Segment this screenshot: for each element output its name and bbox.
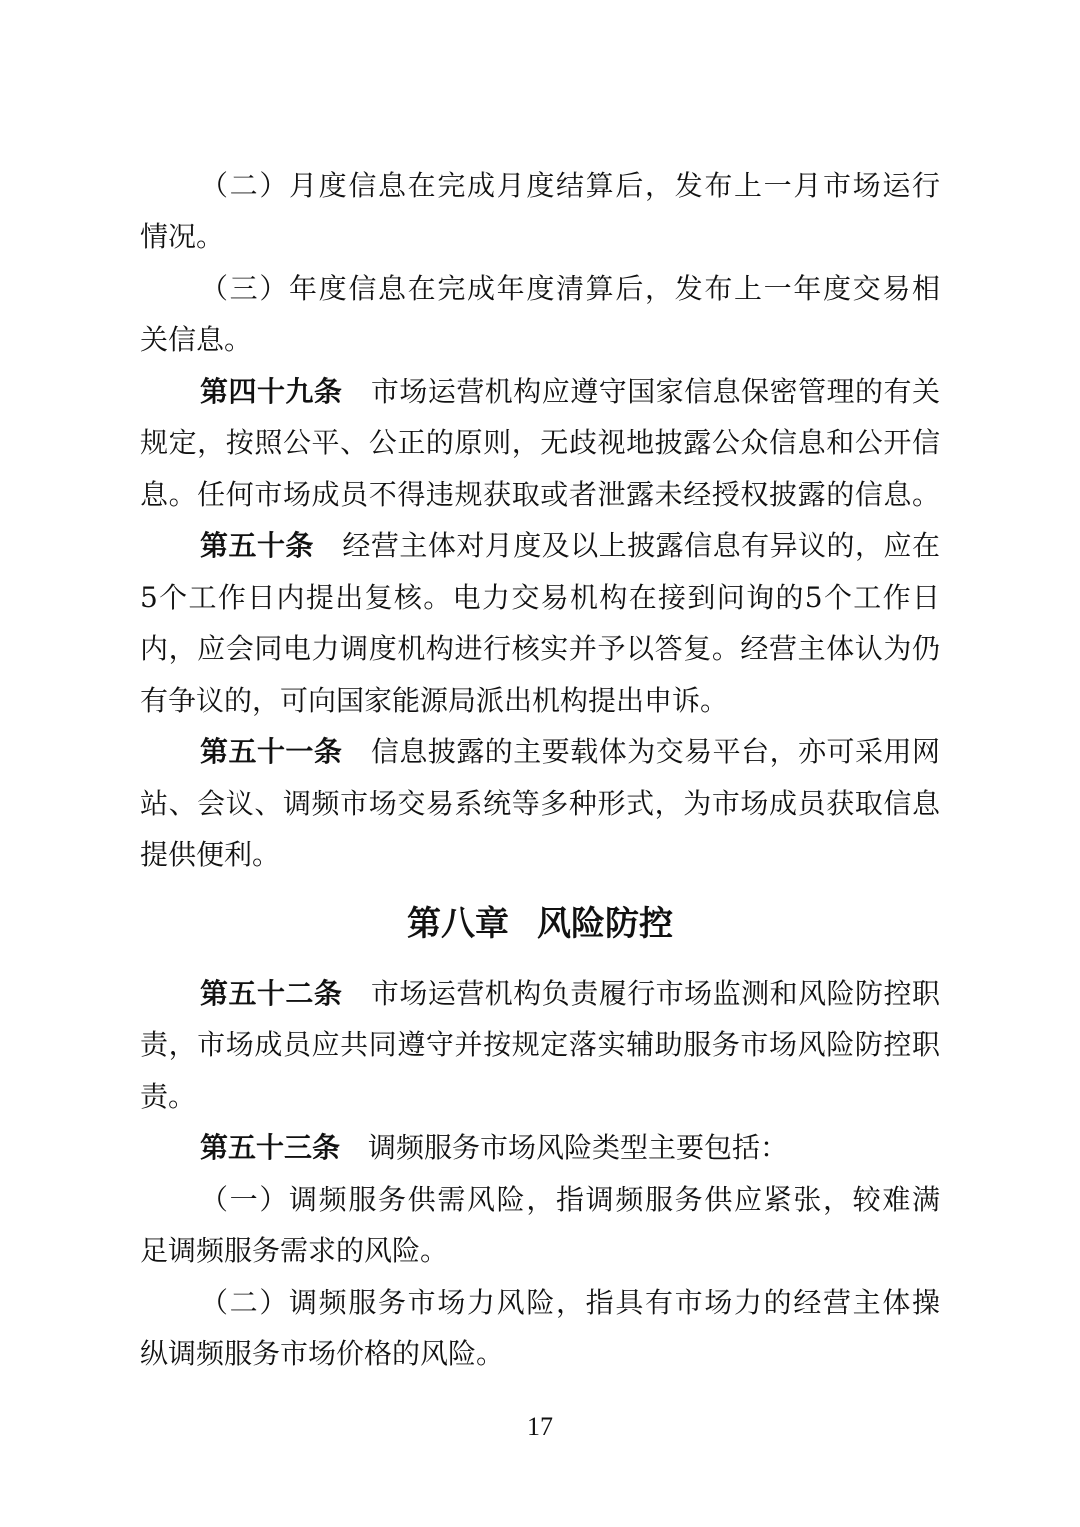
paragraph-line: 有争议的，可向国家能源局派出机构提出申诉。 bbox=[140, 684, 729, 717]
paragraph-line: （二）月度信息在完成月度结算后，发布上一月市场运行 bbox=[200, 169, 940, 202]
chapter-heading bbox=[0, 902, 1080, 946]
paragraph-line: 关信息。 bbox=[140, 323, 253, 356]
article-number: 第五十条 bbox=[200, 529, 314, 562]
paragraph-line: 内，应会同电力调度机构进行核实并予以答复。经营主体认为仍 bbox=[140, 632, 940, 665]
paragraph-line: 足调频服务需求的风险。 bbox=[140, 1234, 449, 1267]
paragraph-line: 站、会议、调频市场交易系统等多种形式，为市场成员获取信息 bbox=[140, 787, 940, 820]
paragraph-line: 纵调频服务市场价格的风险。 bbox=[140, 1337, 505, 1370]
chapter-title: 风险防控 bbox=[537, 904, 673, 944]
paragraph-line: （三）年度信息在完成年度清算后，发布上一年度交易相 bbox=[200, 272, 940, 305]
paragraph-line: （一）调频服务供需风险，指调频服务供应紧张，较难满 bbox=[200, 1183, 940, 1216]
paragraph-line: 提供便利。 bbox=[140, 838, 281, 871]
article-number: 第五十二条 bbox=[200, 977, 343, 1010]
article-number: 第五十三条 bbox=[200, 1131, 341, 1164]
paragraph-line: （二）调频服务市场力风险，指具有市场力的经营主体操 bbox=[200, 1286, 940, 1319]
article-number: 第四十九条 bbox=[200, 375, 343, 408]
chapter-number: 第八章 bbox=[407, 904, 509, 944]
paragraph-line: 规定，按照公平、公正的原则，无歧视地披露公众信息和公开信 bbox=[140, 426, 940, 459]
article-51-line: 第五十一条 信息披露的主要载体为交易平台，亦可采用网 bbox=[200, 735, 940, 768]
article-49-line: 第四十九条 市场运营机构应遵守国家信息保密管理的有关 bbox=[200, 375, 940, 408]
paragraph-line: 责，市场成员应共同遵守并按规定落实辅助服务市场风险防控职 bbox=[140, 1028, 940, 1061]
paragraph-line: 责。 bbox=[140, 1080, 197, 1113]
paragraph-line: 情况。 bbox=[140, 220, 225, 253]
article-52-line: 第五十二条 市场运营机构负责履行市场监测和风险防控职 bbox=[200, 977, 940, 1010]
paragraph-line: 5个工作日内提出复核。电力交易机构在接到问询的5个工作日 bbox=[140, 581, 940, 614]
page-number: 17 bbox=[527, 1412, 553, 1441]
article-53-line: 第五十三条 调频服务市场风险类型主要包括： bbox=[200, 1131, 789, 1164]
article-number: 第五十一条 bbox=[200, 735, 343, 768]
article-50-line: 第五十条 经营主体对月度及以上披露信息有异议的，应在 bbox=[200, 529, 940, 562]
paragraph-line: 息。任何市场成员不得违规获取或者泄露未经授权披露的信息。 bbox=[140, 478, 940, 511]
